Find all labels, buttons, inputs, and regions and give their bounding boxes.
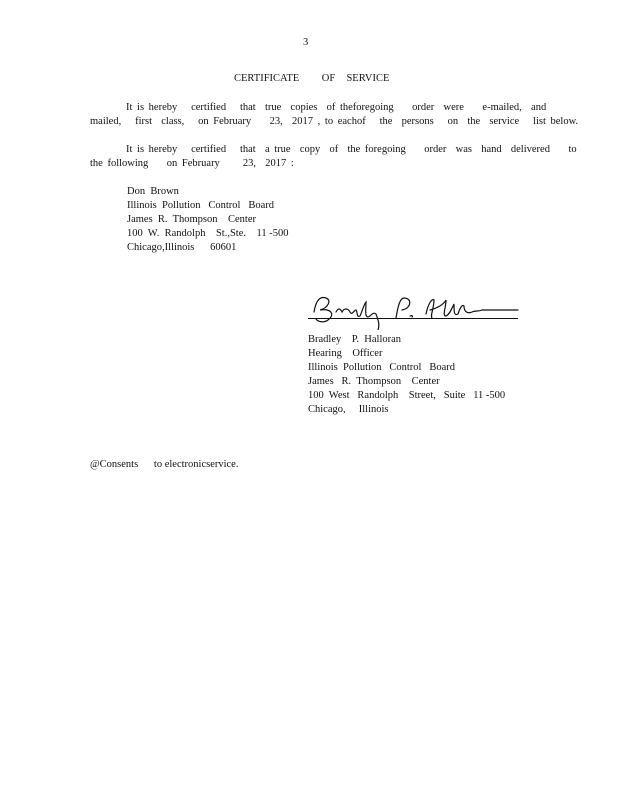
signer-line: James R. Thompson Center [308, 376, 440, 387]
signer-line: 100 West Randolph Street, Suite 11 -500 [308, 390, 506, 401]
paragraph-1-line-1: It is hereby certified that true copies of theforegoing order were e-mailed, and [126, 102, 547, 113]
signer-line: Hearing Officer [308, 348, 383, 359]
signer-line: Chicago, Illinois [308, 404, 389, 415]
signature-line [308, 318, 518, 319]
handwritten-signature [300, 290, 530, 330]
page-number: 3 [303, 37, 309, 48]
paragraph-1-line-2: mailed, first class, on February 23, 2017 , to eachof the persons on the service list below. [90, 116, 579, 127]
signer-line: Illinois Pollution Control Board [308, 362, 456, 373]
paragraph-2-line-2: the following on February 23, 2017 : [90, 158, 294, 169]
recipient-line: Illinois Pollution Control Board [127, 200, 275, 211]
signer-line: Bradley P. Halloran [308, 334, 402, 345]
recipient-line: James R. Thompson Center [127, 214, 257, 225]
paragraph-2-line-1: It is hereby certified that a true copy of the foregoing order was hand delivered to [126, 144, 577, 155]
recipient-line: 100 W. Randolph St.,Ste. 11 -500 [127, 228, 289, 239]
document-title: CERTIFICATE OF SERVICE [234, 73, 390, 84]
footnote: @Consents to electronicservice. [90, 459, 239, 470]
recipient-line: Don Brown [127, 186, 179, 197]
recipient-line: Chicago,Illinois 60601 [127, 242, 237, 253]
